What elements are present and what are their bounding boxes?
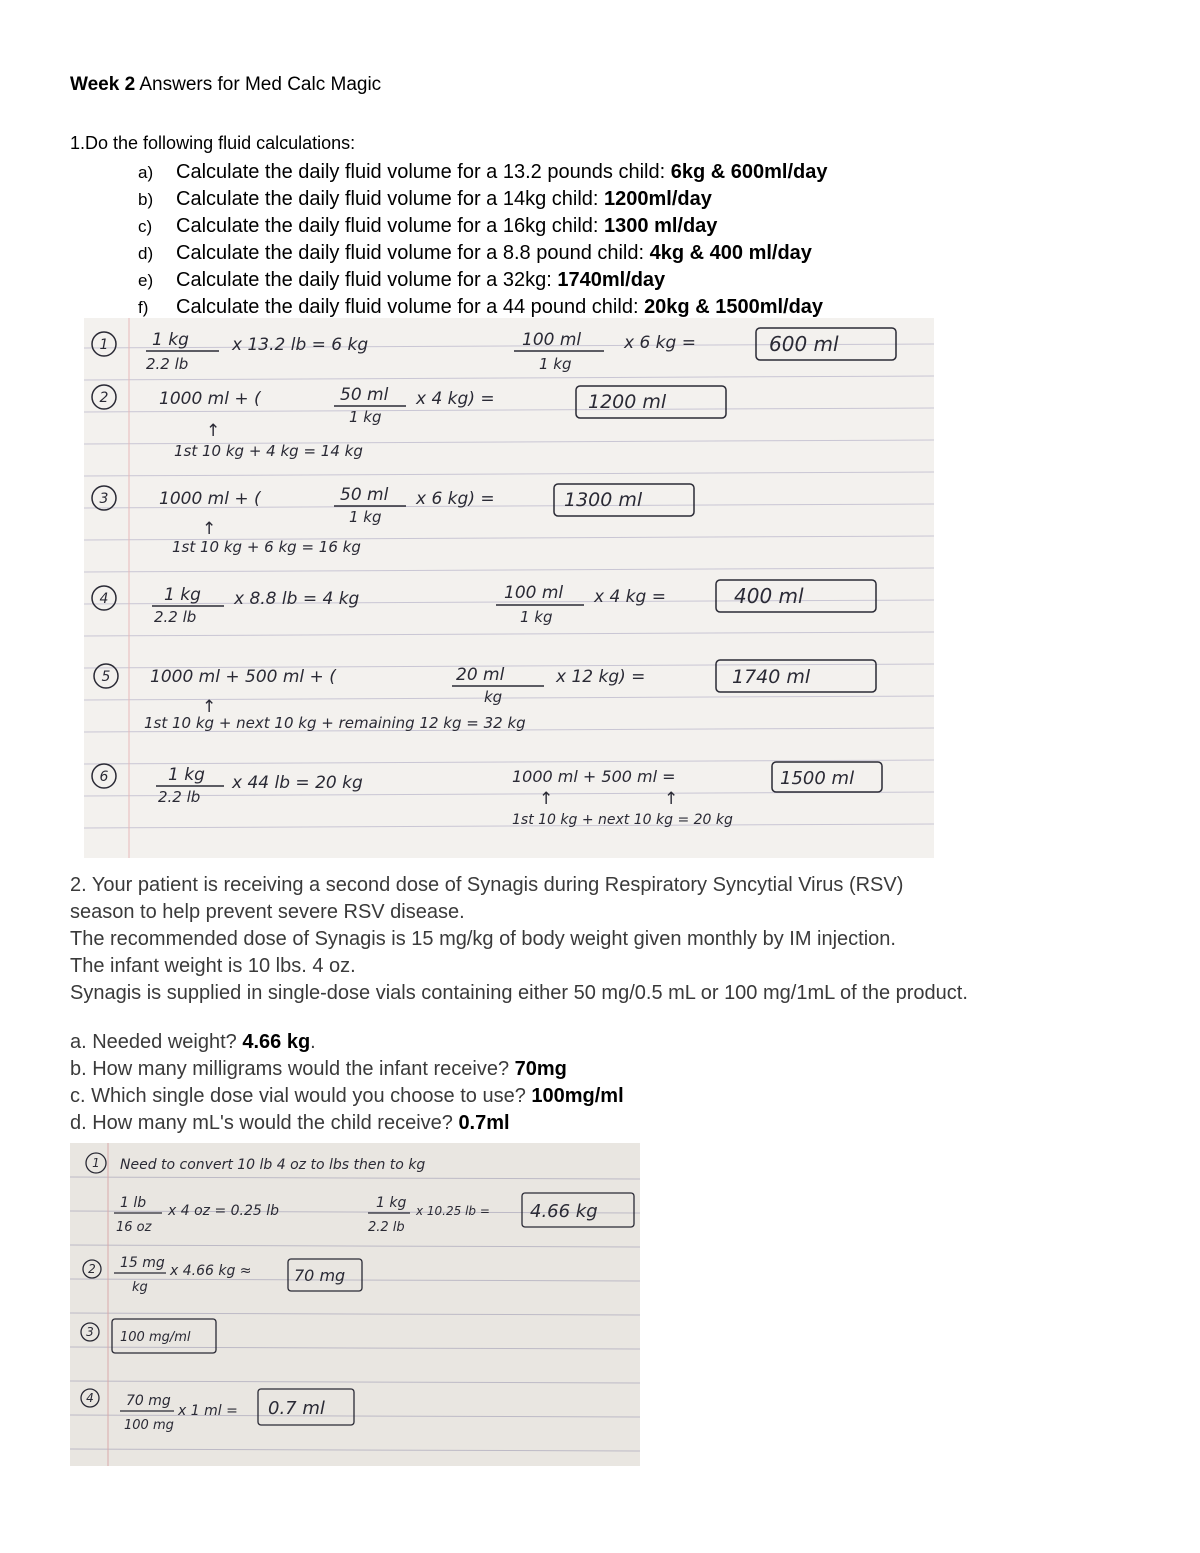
- work-step-1b: [114, 1193, 634, 1235]
- circle-labels: [86, 1156, 100, 1405]
- q2-line: The recommended dose of Synagis is 15 mg/kg of body weight given monthly by IM injection.: [70, 928, 896, 950]
- svg-text:x 6 kg =: x 6 kg =: [624, 333, 696, 353]
- handwritten-work-photo-1: [84, 318, 934, 858]
- boxed-answer: 100 mg/ml: [120, 1330, 191, 1345]
- list-item: c) Calculate the daily fluid volume for a 16kg child: 1300 ml/day: [138, 215, 718, 237]
- circle-labels: [100, 337, 111, 785]
- answer: 1300 ml/day: [604, 215, 718, 237]
- boxed-answer: 0.7 ml: [268, 1398, 325, 1419]
- boxed-answer: 600 ml: [769, 332, 839, 356]
- svg-text:kg: kg: [484, 688, 503, 706]
- num-3: 3: [99, 491, 109, 507]
- notebook-paper-2: [70, 1143, 640, 1466]
- title-bold: Week 2: [70, 74, 136, 95]
- svg-text:16 oz: 16 oz: [116, 1220, 152, 1235]
- list-item: a) Calculate the daily fluid volume for a 13.2 pounds child: 6kg & 600ml/day: [138, 161, 828, 183]
- svg-text:1000 ml + 500 ml =: 1000 ml + 500 ml =: [512, 767, 676, 786]
- q2-answer-a: a. Needed weight? 4.66 kg.: [70, 1031, 316, 1053]
- boxed-answer: 400 ml: [734, 584, 804, 608]
- work-step-1: [120, 1157, 425, 1173]
- boxed-answer: 70 mg: [294, 1266, 346, 1285]
- svg-text:50 ml: 50 ml: [340, 385, 389, 405]
- svg-text:↑: ↑: [664, 789, 679, 809]
- svg-text:↑: ↑: [202, 697, 217, 717]
- num-6: 6: [99, 769, 109, 785]
- notebook-paper-1: [84, 318, 934, 858]
- work-step-4: [120, 1389, 354, 1433]
- svg-text:2: 2: [88, 1262, 96, 1276]
- svg-text:x 44 lb = 20 kg: x 44 lb = 20 kg: [232, 773, 363, 793]
- svg-text:15 mg: 15 mg: [120, 1255, 165, 1271]
- num-5: 5: [101, 669, 111, 685]
- num-4: 4: [99, 591, 109, 607]
- svg-text:1 kg: 1 kg: [539, 355, 572, 373]
- svg-text:1st 10 kg + next 10 kg = 20 k: 1st 10 kg + next 10 kg = 20 kg: [512, 812, 733, 828]
- svg-text:1000 ml + (: 1000 ml + (: [159, 489, 261, 509]
- svg-text:1st 10 kg + 6 kg = 16 kg: 1st 10 kg + 6 kg = 16 kg: [172, 538, 361, 556]
- svg-text:100 ml: 100 ml: [504, 583, 564, 603]
- svg-text:x 4.66 kg ≈: x 4.66 kg ≈: [170, 1263, 252, 1279]
- svg-text:x 6 kg) =: x 6 kg) =: [416, 489, 495, 509]
- svg-text:2.2 lb: 2.2 lb: [146, 355, 189, 373]
- svg-text:100 ml: 100 ml: [522, 330, 582, 350]
- svg-text:x 13.2 lb = 6 kg: x 13.2 lb = 6 kg: [232, 335, 369, 355]
- svg-text:↑: ↑: [206, 421, 221, 441]
- num-2: 2: [99, 390, 109, 406]
- svg-text:1: 1: [92, 1156, 100, 1170]
- list-item: e) Calculate the daily fluid volume for a 32kg: 1740ml/day: [138, 269, 666, 291]
- svg-text:1st 10 kg + next 10 kg + rema: 1st 10 kg + next 10 kg + remaining 12 kg = 32 kg: [144, 714, 526, 732]
- work-line-4: [152, 580, 876, 626]
- question-1-list: [138, 160, 828, 322]
- svg-text:2.2 lb: 2.2 lb: [158, 788, 201, 806]
- svg-text:1st 10 kg + 4 kg = 14 kg: 1st 10 kg + 4 kg = 14 kg: [174, 442, 363, 460]
- q2-answer-b: b. How many milligrams would the infant receive? 70mg: [70, 1058, 567, 1080]
- question-2: [70, 872, 1170, 1137]
- svg-text:x 4 kg) =: x 4 kg) =: [416, 389, 495, 409]
- answer: 20kg & 1500ml/day: [644, 296, 824, 318]
- svg-text:1 kg: 1 kg: [164, 585, 201, 605]
- q2-line: season to help prevent severe RSV disease.: [70, 901, 465, 923]
- svg-text:↑: ↑: [202, 519, 217, 539]
- work-line-1: [146, 328, 896, 373]
- answer: 1740ml/day: [557, 269, 666, 291]
- q2-line: 2. Your patient is receiving a second dose of Synagis during Respiratory Syncytial Virus (RSV): [70, 874, 904, 896]
- question-1-heading: 1.Do the following fluid calculations:: [70, 133, 356, 153]
- svg-text:4: 4: [86, 1391, 94, 1405]
- answer: 6kg & 600ml/day: [670, 161, 828, 183]
- svg-text:1 kg: 1 kg: [349, 408, 382, 426]
- list-item: b) Calculate the daily fluid volume for a 14kg child: 1200ml/day: [138, 188, 712, 210]
- spacer: [70, 1007, 1170, 1029]
- svg-text:1 kg: 1 kg: [520, 608, 553, 626]
- svg-text:3: 3: [86, 1325, 94, 1339]
- handwritten-work-photo-2: [70, 1143, 640, 1466]
- svg-text:x 4 oz = 0.25 lb: x 4 oz = 0.25 lb: [168, 1203, 280, 1219]
- svg-text:x 10.25 lb =: x 10.25 lb =: [416, 1204, 490, 1218]
- svg-text:1 kg: 1 kg: [376, 1195, 407, 1211]
- svg-text:70 mg: 70 mg: [126, 1393, 171, 1409]
- svg-text:x 8.8 lb = 4 kg: x 8.8 lb = 4 kg: [234, 589, 360, 609]
- svg-text:Need to convert 10 lb 4 oz to: Need to convert 10 lb 4 oz to lbs then to kg: [120, 1157, 426, 1173]
- num-1: 1: [99, 337, 109, 353]
- answer: 4kg & 400 ml/day: [649, 242, 812, 264]
- svg-text:1 lb: 1 lb: [120, 1195, 147, 1211]
- boxed-answer: 1300 ml: [564, 489, 643, 511]
- q2-line: The infant weight is 10 lbs. 4 oz.: [70, 955, 356, 977]
- svg-text:1 kg: 1 kg: [349, 508, 382, 526]
- svg-text:kg: kg: [132, 1280, 148, 1295]
- work-line-5: [144, 660, 876, 732]
- work-line-3: [159, 484, 694, 556]
- q2-answer-c: c. Which single dose vial would you choose to use? 100mg/ml: [70, 1085, 624, 1107]
- circled-numbers: [81, 1153, 106, 1407]
- svg-text:2.2 lb: 2.2 lb: [368, 1220, 405, 1235]
- list-item: d) Calculate the daily fluid volume for a 8.8 pound child: 4kg & 400 ml/day: [138, 242, 812, 264]
- svg-text:1 kg: 1 kg: [168, 765, 205, 785]
- title-rest: Answers for Med Calc Magic: [139, 74, 382, 95]
- svg-text:100 mg: 100 mg: [124, 1418, 174, 1433]
- svg-text:20 ml: 20 ml: [456, 665, 505, 685]
- work-step-2: [114, 1255, 362, 1295]
- q2-line: Synagis is supplied in single-dose vials containing either 50 mg/0.5 mL or 100 mg/1mL of the product.: [70, 982, 968, 1004]
- svg-text:1 kg: 1 kg: [152, 330, 189, 350]
- svg-text:x 4 kg =: x 4 kg =: [594, 587, 666, 607]
- boxed-answer: 1200 ml: [588, 391, 667, 413]
- svg-text:↑: ↑: [539, 789, 554, 809]
- svg-text:2.2 lb: 2.2 lb: [154, 608, 197, 626]
- work-line-2: [159, 385, 726, 460]
- page-title: [70, 74, 381, 96]
- svg-text:x 1 ml =: x 1 ml =: [178, 1403, 238, 1419]
- svg-text:1000 ml + (: 1000 ml + (: [159, 389, 261, 409]
- q2-answer-d: d. How many mL's would the child receive? 0.7ml: [70, 1112, 510, 1134]
- list-item: f) Calculate the daily fluid volume for a 44 pound child: 20kg & 1500ml/day: [138, 296, 824, 318]
- svg-text:x 12 kg) =: x 12 kg) =: [556, 667, 646, 687]
- boxed-answer: 1740 ml: [732, 666, 811, 688]
- boxed-answer: 1500 ml: [780, 768, 855, 789]
- boxed-answer: 4.66 kg: [530, 1201, 598, 1222]
- svg-text:50 ml: 50 ml: [340, 485, 389, 505]
- answer: 1200ml/day: [604, 188, 712, 210]
- svg-text:1000 ml + 500 ml + (: 1000 ml + 500 ml + (: [150, 667, 336, 687]
